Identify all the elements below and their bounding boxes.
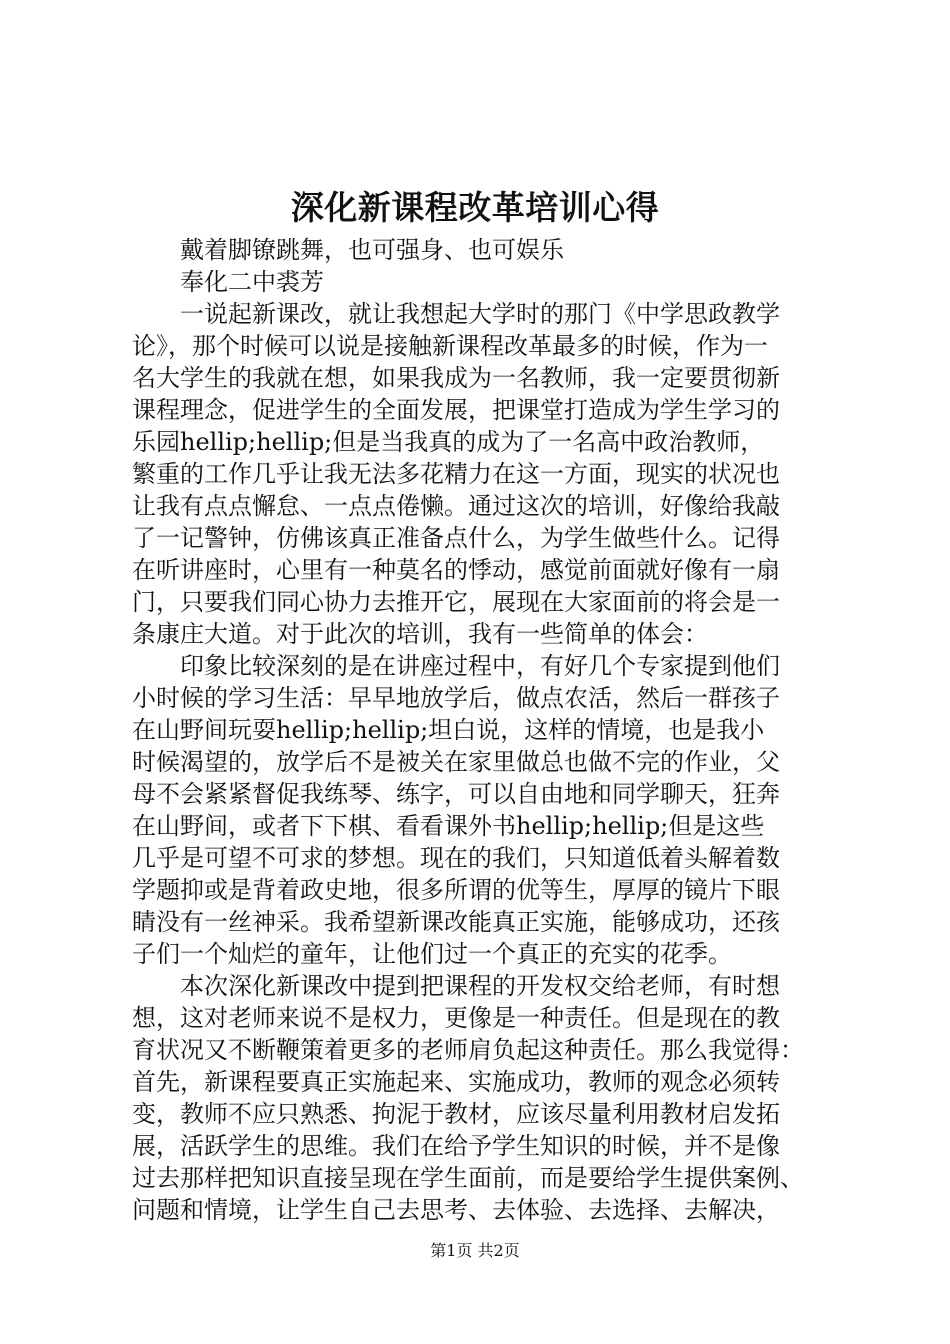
paragraph-line: 乐园hellip;hellip;但是当我真的成为了一名高中政治教师， [132,428,765,456]
paragraph-line: 条康庄大道。对于此次的培训，我有一些简单的体会： [132,620,708,648]
paragraph-line: 想，这对老师来说不是权力，更像是一种责任。但是现在的教 [132,1004,780,1032]
paragraph-line: 睛没有一丝神采。我希望新课改能真正实施，能够成功，还孩 [132,908,780,936]
paragraph-line: 在听讲座时，心里有一种莫名的悸动，感觉前面就好像有一扇 [132,556,780,584]
paragraph-line: 名大学生的我就在想，如果我成为一名教师，我一定要贯彻新 [132,364,780,392]
paragraph-line: 一说起新课改，就让我想起大学时的那门《中学思政教学 [180,300,780,328]
paragraph-line: 繁重的工作几乎让我无法多花精力在这一方面，现实的状况也 [132,460,780,488]
paragraph-line: 门，只要我们同心协力去推开它，展现在大家面前的将会是一 [132,588,780,616]
paragraph-line: 子们一个灿烂的童年，让他们过一个真正的充实的花季。 [132,940,732,968]
paragraph-line: 育状况又不断鞭策着更多的老师肩负起这种责任。那么我觉得： [132,1036,804,1064]
paragraph-line: 课程理念，促进学生的全面发展，把课堂打造成为学生学习的 [132,396,780,424]
paragraph-line: 母不会紧紧督促我练琴、练字，可以自由地和同学聊天，狂奔 [132,780,780,808]
document-body [132,234,850,1226]
paragraph-line: 本次深化新课改中提到把课程的开发权交给老师，有时想 [180,972,780,1000]
paragraph-line: 几乎是可望不可求的梦想。现在的我们，只知道低着头解着数 [132,844,780,872]
paragraph-line: 首先，新课程要真正实施起来、实施成功，教师的观念必须转 [132,1068,780,1096]
paragraph-line: 让我有点点懈怠、一点点倦懒。通过这次的培训，好像给我敲 [132,492,780,520]
paragraph-line: 论》，那个时候可以说是接触新课程改革最多的时候，作为一 [132,332,768,360]
paragraph-line: 小时候的学习生活：早早地放学后，做点农活，然后一群孩子 [132,684,780,712]
paragraph-line: 问题和情境，让学生自己去思考、去体验、去选择、去解决， [132,1196,780,1224]
paragraph-line: 学题抑或是背着政史地，很多所谓的优等生，厚厚的镜片下眼 [132,876,780,904]
page-number-footer: 第1页 共2页 [430,1241,520,1260]
paragraph-line: 在山野间，或者下下棋、看看课外书hellip;hellip;但是这些 [132,812,765,840]
author-line: 奉化二中裘芳 [180,268,324,296]
subtitle-line: 戴着脚镣跳舞，也可强身、也可娱乐 [180,236,564,264]
paragraph-line: 变，教师不应只熟悉、拘泥于教材，应该尽量利用教材启发拓 [132,1100,780,1128]
paragraph-line: 印象比较深刻的是在讲座过程中，有好几个专家提到他们 [180,652,780,680]
paragraph-line: 在山野间玩耍hellip;hellip;坦白说，这样的情境，也是我小 [132,716,765,744]
paragraph-line: 过去那样把知识直接呈现在学生面前，而是要给学生提供案例、 [132,1164,804,1192]
paragraph-line: 展，活跃学生的思维。我们在给予学生知识的时候，并不是像 [132,1132,780,1160]
document-title: 深化新课程改革培训心得 [290,188,660,227]
paragraph-line: 时候渴望的，放学后不是被关在家里做总也做不完的作业，父 [132,748,780,776]
paragraph-line: 了一记警钟，仿佛该真正准备点什么，为学生做些什么。记得 [132,524,780,552]
